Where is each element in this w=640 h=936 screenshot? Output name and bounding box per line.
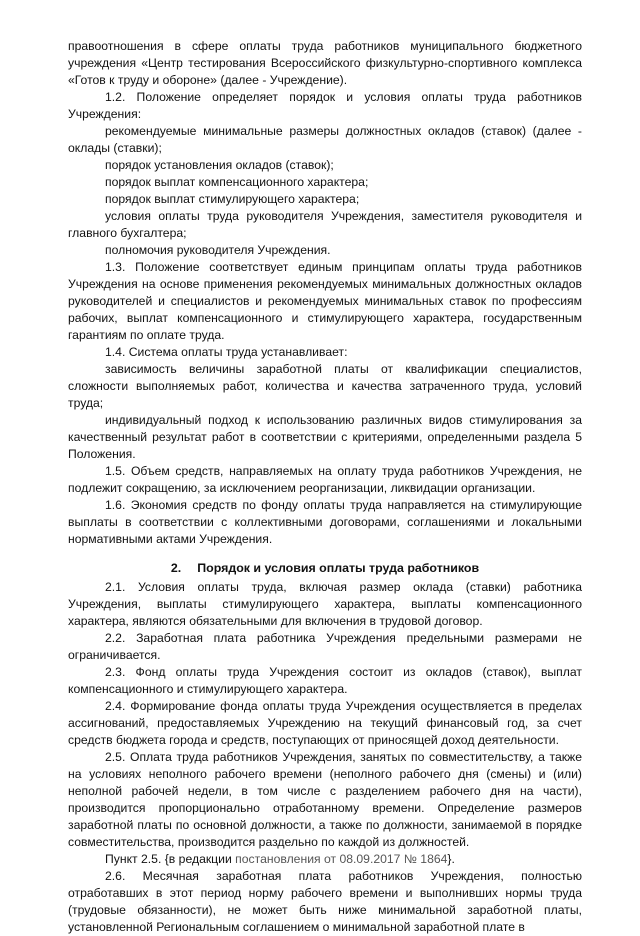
- paragraph: 2.3. Фонд оплаты труда Учреждения состоит из окладов (ставок), выплат компенсационного и стимулирующего характера.: [68, 665, 582, 696]
- section-2-heading: [68, 560, 582, 577]
- paragraph: полномочия руководителя Учреждения.: [105, 243, 331, 257]
- paragraph: 2.5. Оплата труда работников Учреждения, занятых по совместительству, а также на условиях неполного рабочего времени (неполного рабочего дня (смены) и (или) неполной рабочей недели, в том числе с разделением рабочего дня на части), производится пропорционально отработанному времени. Определение размеров заработной платы по основной должности, а также по должности, занимаемой в порядке совместительства, производится раздельно по каждой из должностей.: [68, 750, 582, 849]
- paragraph: 1.4. Система оплаты труда устанавливает:: [105, 345, 348, 359]
- paragraph: рекомендуемые минимальные размеры должностных окладов (ставок) (далее - оклады (ставки);: [68, 124, 582, 155]
- paragraph-2-6: 2.6. Месячная заработная плата работников Учреждения, полностью отработавших в этот период норму рабочего времени и выполнивших нормы труда (трудовые обязанности), не может быть ниже минимальной заработной платы, установленной Региональным соглашением о минимальной заработной плате в: [68, 869, 582, 934]
- section-1-body: [68, 38, 582, 548]
- amendment-note: [68, 851, 582, 868]
- document-page: [68, 38, 582, 936]
- paragraph: 1.5. Объем средств, направляемых на оплату труда работников Учреждения, не подлежит сокращению, за исключением реорганизации, ликвидации организации.: [68, 464, 582, 495]
- section-2-number: 2.: [170, 561, 182, 575]
- paragraph: порядок выплат стимулирующего характера;: [105, 192, 360, 206]
- amendment-prefix: Пункт 2.5. {в редакции: [105, 852, 236, 866]
- paragraph: 2.4. Формирование фонда оплаты труда Учреждения осуществляется в пределах ассигнований, предоставляемых Учреждению на текущий финансовый год, за счет средств бюджета города и средств, поступающих от приносящей доход деятельности.: [68, 699, 582, 747]
- section-2-body: [68, 579, 582, 851]
- paragraph: 1.2. Положение определяет порядок и условия оплаты труда работников Учреждения:: [68, 90, 582, 121]
- paragraph: зависимость величины заработной платы от квалификации специалистов, сложности выполняемых работ, количества и качества затраченного труда, условий труда;: [68, 362, 582, 410]
- paragraph: 1.3. Положение соответствует единым принципам оплаты труда работников Учреждения на основе применения рекомендуемых минимальных должностных окладов руководителей и специалистов и рекомендуемых минимальных ставок по профессиям рабочих, выплат компенсационного и стимулирующего характера, государственным гарантиям по оплате труда.: [68, 260, 582, 342]
- paragraph: 2.2. Заработная плата работника Учреждения предельными размерами не ограничивается.: [68, 631, 582, 662]
- amendment-reference[interactable]: постановления от 08.09.2017 № 1864: [235, 852, 448, 866]
- paragraph: порядок установления окладов (ставок);: [105, 158, 334, 172]
- paragraph: индивидуальный подход к использованию различных видов стимулирования за качественный результат работ в соответствии с критериями, определенными раздела 5 Положения.: [68, 413, 582, 461]
- paragraph: порядок выплат компенсационного характера;: [105, 175, 369, 189]
- paragraph: правоотношения в сфере оплаты труда работников муниципального бюджетного учреждения «Центр тестирования Всероссийского физкультурно-спортивного комплекса «Готов к труду и обороне» (далее - Учреждение).: [68, 39, 582, 87]
- paragraph: 1.6. Экономия средств по фонду оплаты труда направляется на стимулирующие выплаты в соответствии с коллективными договорами, соглашениями и локальными нормативными актами Учреждения.: [68, 498, 582, 546]
- paragraph: 2.1. Условия оплаты труда, включая размер оклада (ставки) работника Учреждения, выплаты стимулирующего характера, выплаты компенсационного характера, являются обязательными для включения в трудовой договор.: [68, 580, 582, 628]
- section-2-title: Порядок и условия оплаты труда работников: [197, 561, 480, 575]
- paragraph: условия оплаты труда руководителя Учреждения, заместителя руководителя и главного бухгалтера;: [68, 209, 582, 240]
- amendment-suffix: }.: [447, 852, 455, 866]
